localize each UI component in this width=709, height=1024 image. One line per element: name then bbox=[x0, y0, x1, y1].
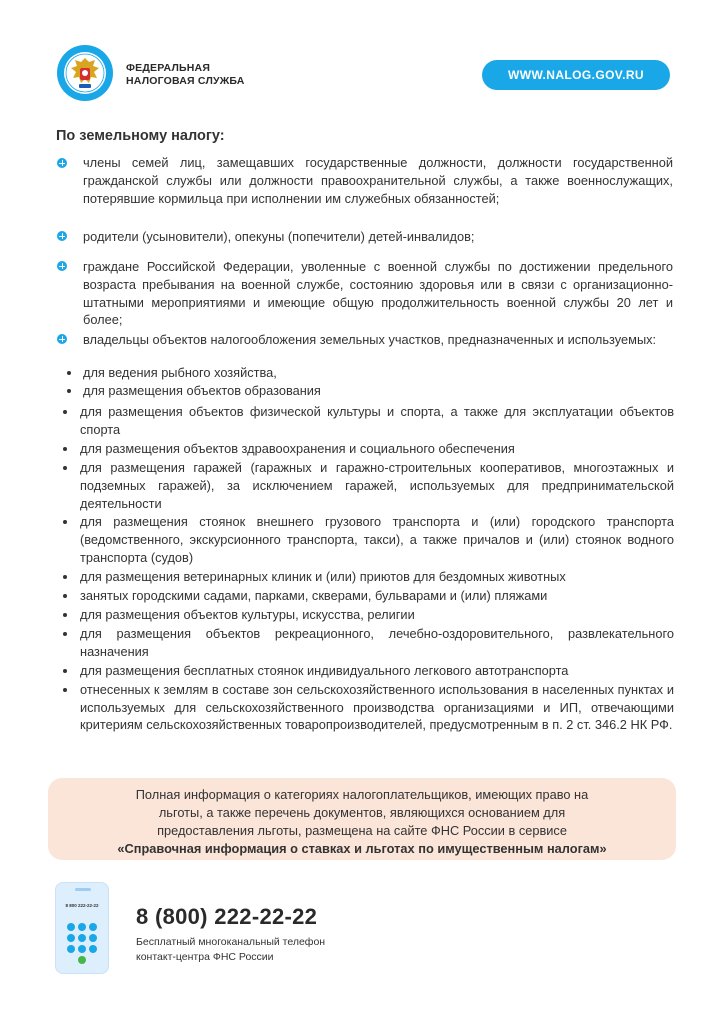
list-item: для размещения объектов образования bbox=[66, 382, 666, 400]
list-item: для размещения бесплатных стоянок индивидуального легкового автотранспорта bbox=[62, 662, 674, 680]
info-line: предоставления льготы, размещена на сайте ФНС России в сервисе bbox=[157, 823, 567, 838]
list-item: для размещения объектов рекреационного, лечебно-оздоровительного, развлекательного назначения bbox=[62, 625, 674, 661]
section-title: По земельному налогу: bbox=[56, 128, 225, 144]
phone-speaker bbox=[75, 888, 91, 891]
org-name-line1: ФЕДЕРАЛЬНАЯ bbox=[126, 62, 211, 74]
keypad-key bbox=[89, 923, 97, 931]
keypad-key bbox=[78, 945, 86, 953]
keypad-key bbox=[89, 934, 97, 942]
keypad-key bbox=[67, 923, 75, 931]
keypad-key bbox=[78, 923, 86, 931]
phone-screen-number: 8 800 222-22-22 bbox=[65, 903, 99, 908]
benefit-item: члены семей лиц, замещавших государственные должности, должности государственной гражданской службы или должности правоохранительной службы, а также военнослужащих, потерявшие кормильца при исполнении им служебных обязанностей; bbox=[83, 155, 673, 206]
list-item: для размещения объектов здравоохранения и социального обеспечения bbox=[62, 440, 674, 458]
hotline-number[interactable]: 8 (800) 222-22-22 bbox=[136, 904, 318, 929]
fns-emblem-icon bbox=[56, 44, 114, 102]
website-link[interactable]: WWW.NALOG.GOV.RU bbox=[482, 60, 670, 90]
plus-bullet-icon bbox=[57, 261, 67, 271]
org-name bbox=[126, 62, 245, 88]
keypad bbox=[67, 923, 99, 964]
info-line: Полная информация о категориях налогоплательщиков, имеющих право на bbox=[135, 787, 589, 802]
plus-bullet-icon bbox=[57, 158, 67, 168]
phone-icon bbox=[55, 882, 109, 974]
plus-bullet-icon bbox=[57, 334, 67, 344]
list-item: занятых городскими садами, парками, скверами, бульварами и (или) пляжами bbox=[62, 587, 674, 605]
list-item: отнесенных к землям в составе зон сельскохозяйственного использования в населенных пунктах и используемых для сельскохозяйственного производства организациями и ИП, отвечающими критериям сельскохозяйственных товаропроизводителей, предусмотренным в п. 2 ст. 346.2 НК РФ. bbox=[62, 681, 674, 735]
land-use-list bbox=[62, 403, 674, 735]
hotline-caption-line1: Бесплатный многоканальный телефон bbox=[136, 936, 326, 948]
keypad-key bbox=[78, 934, 86, 942]
keypad-call-key bbox=[78, 956, 86, 964]
keypad-key bbox=[89, 945, 97, 953]
list-item: для размещения стоянок внешнего грузового транспорта и (или) городского транспорта (ведомственного, экскурсионного транспорта, такси), а также причалов и (или) стоянок водного транспорта (судов) bbox=[62, 513, 674, 567]
plus-bullet-icon bbox=[57, 231, 67, 241]
benefit-item: владельцы объектов налогообложения земельных участков, предназначенных и используемых: bbox=[83, 332, 657, 347]
list-item: для размещения объектов культуры, искусства, религии bbox=[62, 606, 674, 624]
benefit-item: граждане Российской Федерации, уволенные с военной службы по достижении предельного возраста пребывания на военной службе, состоянию здоровья или в связи с организационно-штатными мероприятиями и имеющие общую продолжительность военной службы 20 лет и более; bbox=[83, 259, 673, 328]
hotline-caption bbox=[136, 935, 325, 965]
keypad-key bbox=[67, 934, 75, 942]
info-box bbox=[48, 778, 676, 860]
land-use-sublist bbox=[66, 364, 666, 400]
list-item: для размещения ветеринарных клиник и (или) приютов для бездомных животных bbox=[62, 568, 674, 586]
hotline-caption-line2: контакт-центра ФНС России bbox=[136, 951, 274, 963]
list-item: для размещения объектов физической культуры и спорта, а также для эксплуатации объектов спорта bbox=[62, 403, 674, 439]
list-item: для размещения гаражей (гаражных и гаражно-строительных кооперативов, многоэтажных и подземных гаражей), за исключением гаражей, используемых для предпринимательской деятельности bbox=[62, 459, 674, 513]
list-item: для ведения рыбного хозяйства, bbox=[66, 364, 666, 382]
service-name: «Справочная информация о ставках и льготах по имущественным налогам» bbox=[117, 841, 607, 856]
org-name-line2: НАЛОГОВАЯ СЛУЖБА bbox=[126, 75, 245, 87]
keypad-key bbox=[67, 945, 75, 953]
benefit-item: родители (усыновители), опекуны (попечители) детей-инвалидов; bbox=[83, 229, 475, 244]
info-line: льготы, а также перечень документов, являющихся основанием для bbox=[158, 805, 566, 820]
